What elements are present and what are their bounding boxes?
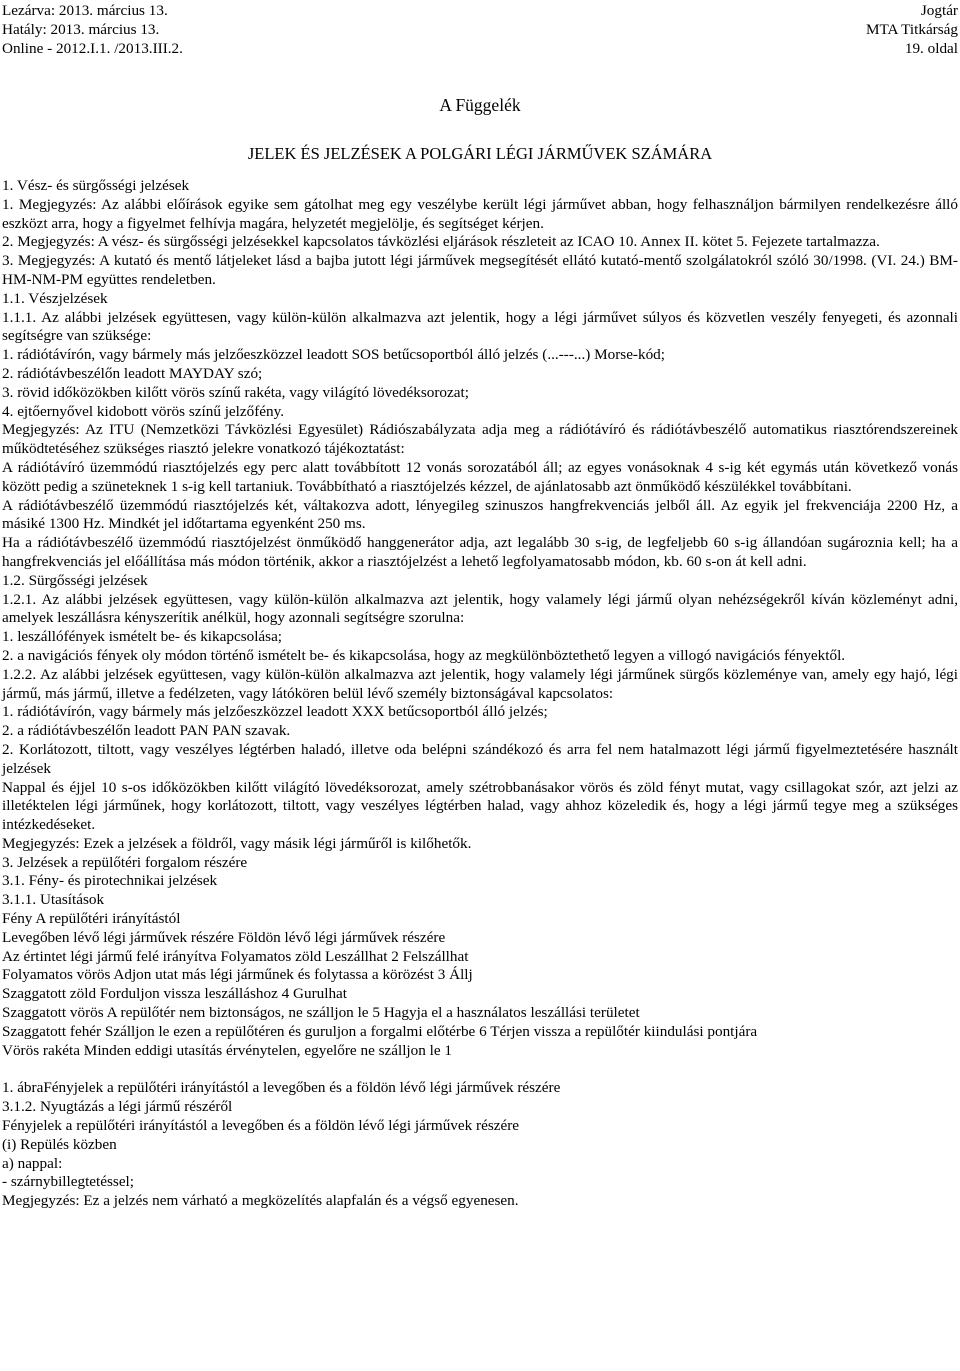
list-item: 1. rádiótávírón, vagy bármely más jelzőeszközzel leadott XXX betűcsoportból álló jelzés; [2, 703, 548, 721]
figure-caption-repeat: Fényjelek a repülőtéri irányítástól a levegőben és a földön lévő légi járművek részére [2, 1117, 520, 1135]
table-line: Folyamatos vörös Adjon utat más légi járműnek és folytassa a körözést 3 Állj [2, 966, 473, 984]
header-left [2, 2, 183, 58]
note-ground: Megjegyzés: Ezek a jelzések a földről, vagy másik légi járműről is kilőhetők. [2, 834, 472, 852]
figure-caption: 1. ábraFényjelek a repülőtéri irányítástól a levegőben és a földön lévő légi járművek részére [2, 1079, 561, 1097]
paragraph-radiotelephone: A rádiótávbeszélő üzemmódú riasztójelzés két, váltakozva adott, lényegileg szinuszos hangfrekvenciás jelből áll. Az egyik jel frekvenciája 2200 Hz, a másiké 1300 Hz. Mindkét jel időtartama egyenként 250 ms. [2, 496, 958, 533]
list-item: 4. ejtőernyővel kidobott vörös színű jelzőfény. [2, 402, 285, 420]
section-title: JELEK ÉS JELZÉSEK A POLGÁRI LÉGI JÁRMŰVEK SZÁMÁRA [247, 144, 713, 163]
list-item: 1. leszállófények ismételt be- és kikapcsolása; [2, 628, 283, 646]
online-period: Online - 2012.I.1. /2013.III.2. [2, 39, 183, 57]
note-itu: Megjegyzés: Az ITU (Nemzetközi Távközlési Egyesület) Rádiószabályzata adja meg a rádiótávíró és rádiótávbeszélő automatikus riasztórendszereinek működtetéséhez szükséges riasztó jelekre vonatkozó tájékoztatást: [2, 421, 958, 458]
header-right [866, 2, 958, 58]
closed-date: Lezárva: 2013. március 13. [2, 2, 168, 19]
note-2: 2. Megjegyzés: A vész- és sürgősségi jelzésekkel kapcsolatos távközlési eljárások részleteit az ICAO 10. Annex II. kötet 5. Fejezete tartalmazza. [2, 233, 880, 251]
table-line: Fény A repülőtéri irányítástól [2, 910, 181, 928]
table-line: Vörös rakéta Minden eddigi utasítás érvénytelen, egyelőre ne szálljon le 1 [2, 1041, 452, 1059]
list-item: 1. rádiótávírón, vagy bármely más jelzőeszközzel leadott SOS betűcsoportból álló jelzés (...---...) Morse-kód; [2, 346, 665, 364]
table-line: Szaggatott vörös A repülőtér nem biztonságos, ne szálljon le 5 Hagyja el a használatos leszállási területet [2, 1004, 640, 1022]
table-line: Szaggatott fehér Szálljon le ezen a repülőtéren és guruljon a forgalmi előtérbe 6 Térjen vissza a repülőtér kiindulási pontjára [2, 1022, 758, 1040]
list-item: a) nappal: [2, 1154, 63, 1172]
list-item: 2. a rádiótávbeszélőn leadott PAN PAN szavak. [2, 722, 291, 740]
heading-instructions: 3.1.1. Utasítások [2, 891, 105, 909]
note-final-approach: Megjegyzés: Ez a jelzés nem várható a megközelítés alapfalán és a végső egyenesen. [2, 1192, 519, 1210]
heading-acknowledgement: 3.1.2. Nyugtázás a légi jármű részéről [2, 1098, 233, 1116]
document-body [2, 177, 958, 1211]
heading-urgency-signals: 1.2. Sürgősségi jelzések [2, 571, 148, 589]
page-number: 19. oldal [904, 39, 958, 57]
note-3: 3. Megjegyzés: A kutató és mentő látjeleket lásd a bajba jutott légi járművek megsegítését ellátó kutató-mentő szolgálatokról szóló 30/1998. (VI. 24.) BM-HM-NM-PM együttes rendeletben. [2, 252, 958, 288]
heading-emergency-urgency: 1. Vész- és sürgősségi jelzések [2, 177, 190, 194]
paragraph-generator: Ha a rádiótávbeszélő üzemmódú riasztójelzést önműködő hanggenerátor adja, azt legalább 30 s-ig, de legfeljebb 60 s-ig állandóan sugároznia kell; ha a hangfrekvenciás jel előállítása más módon történik, akkor a riasztójelzést a lehető legfolyamatosabb módon, kb. 60 s-on át kell adni. [2, 534, 958, 570]
paragraph-1-1-1: 1.1.1. Az alábbi jelzések együttesen, vagy külön-külön alkalmazva azt jelentik, hogy a légi járművet súlyos és közvetlen veszély fenyegeti, és azonnali segítségre van szüksége: [2, 308, 958, 345]
heading-distress-signals: 1.1. Vészjelzések [2, 289, 108, 307]
appendix-title: A Függelék [439, 95, 521, 115]
note-1: 1. Megjegyzés: Az alábbi előírások egyike sem gátolhat meg egy veszélybe került légi járművet abban, hogy felhasználjon bármilyen rendelkezésre álló eszközt arra, hogy a figyelmet felhívja magára, helyzetét megjelölje, és segítséget kérjen. [2, 195, 958, 232]
list-item: 2. rádiótávbeszélőn leadott MAYDAY szó; [2, 364, 263, 382]
organization: MTA Titkárság [865, 20, 958, 38]
list-item: (i) Repülés közben [2, 1135, 117, 1153]
paragraph-radiotelegraph: A rádiótávíró üzemmódú riasztójelzés egy perc alatt továbbított 12 vonás sorozatából áll; az egyes vonásoknak 4 s-ig két egymás után következő vonás között pedig a szüneteknek 1 s-ig kell tartaniuk. Továbbítható a riasztójelzés kézzel, de ajánlatosabb azt önműködő készülékkel továbbítani. [2, 458, 958, 495]
effective-date: Hatály: 2013. március 13. [2, 20, 160, 38]
heading-aerodrome-traffic: 3. Jelzések a repülőtéri forgalom részére [2, 853, 248, 871]
list-item: 2. a navigációs fények oly módon történő ismételt be- és kikapcsolása, hogy az megkülönböztethető legyen a villogó navigációs fényektől. [2, 646, 846, 664]
heading-restricted-airspace: 2. Korlátozott, tiltott, vagy veszélyes légtérben haladó, illetve oda belépni szándékozó és arra fel nem hatalmazott légi jármű figyelmeztetésére használt jelzések [2, 740, 958, 777]
source-name: Jogtár [920, 2, 958, 19]
paragraph-restricted: Nappal és éjjel 10 s-os időközökben kilőtt világító lövedéksorozat, amely szétrobbanásakor vörös és zöld fényt mutat, vagy csillagokat szór, azt jelzi az illetéktelen légi járműnek, hogy korlátozott, tiltott, vagy veszélyes légtérben halad, vagy ahhoz közeledik és, hogy a légi jármű tegye meg a szükséges intézkedéseket. [2, 778, 958, 834]
table-line: Szaggatott zöld Forduljon vissza leszálláshoz 4 Gurulhat [2, 985, 348, 1003]
paragraph-1-2-2: 1.2.2. Az alábbi jelzések együttesen, vagy külön-külön alkalmazva azt jelentik, hogy valamely légi járműnek sürgős közleménye van, amely egy hajó, légi jármű, más jármű, illetve a fedélzeten, vagy látókören belül lévő személy biztonságával kapcsolatos: [2, 665, 958, 702]
list-item: - szárnybillegtetéssel; [2, 1173, 135, 1191]
paragraph-1-2-1: 1.2.1. Az alábbi jelzések együttesen, vagy külön-külön alkalmazva azt jelentik, hogy valamely légi jármű olyan nehézségekről kíván közleményt adni, amelyek leszállásra kényszerítik anélkül, hogy azonnali segítségre szorulna: [2, 590, 958, 627]
table-line: Az értintet légi jármű felé irányítva Folyamatos zöld Leszállhat 2 Felszállhat [2, 947, 469, 965]
table-line: Levegőben lévő légi járművek részére Földön lévő légi járművek részére [2, 928, 446, 946]
heading-light-pyro: 3.1. Fény- és pirotechnikai jelzések [2, 872, 218, 890]
spacer [2, 1060, 958, 1079]
list-item: 3. rövid időközökben kilőtt vörös színű rakéta, vagy világító lövedéksorozat; [2, 383, 469, 401]
page-header [2, 0, 958, 57]
